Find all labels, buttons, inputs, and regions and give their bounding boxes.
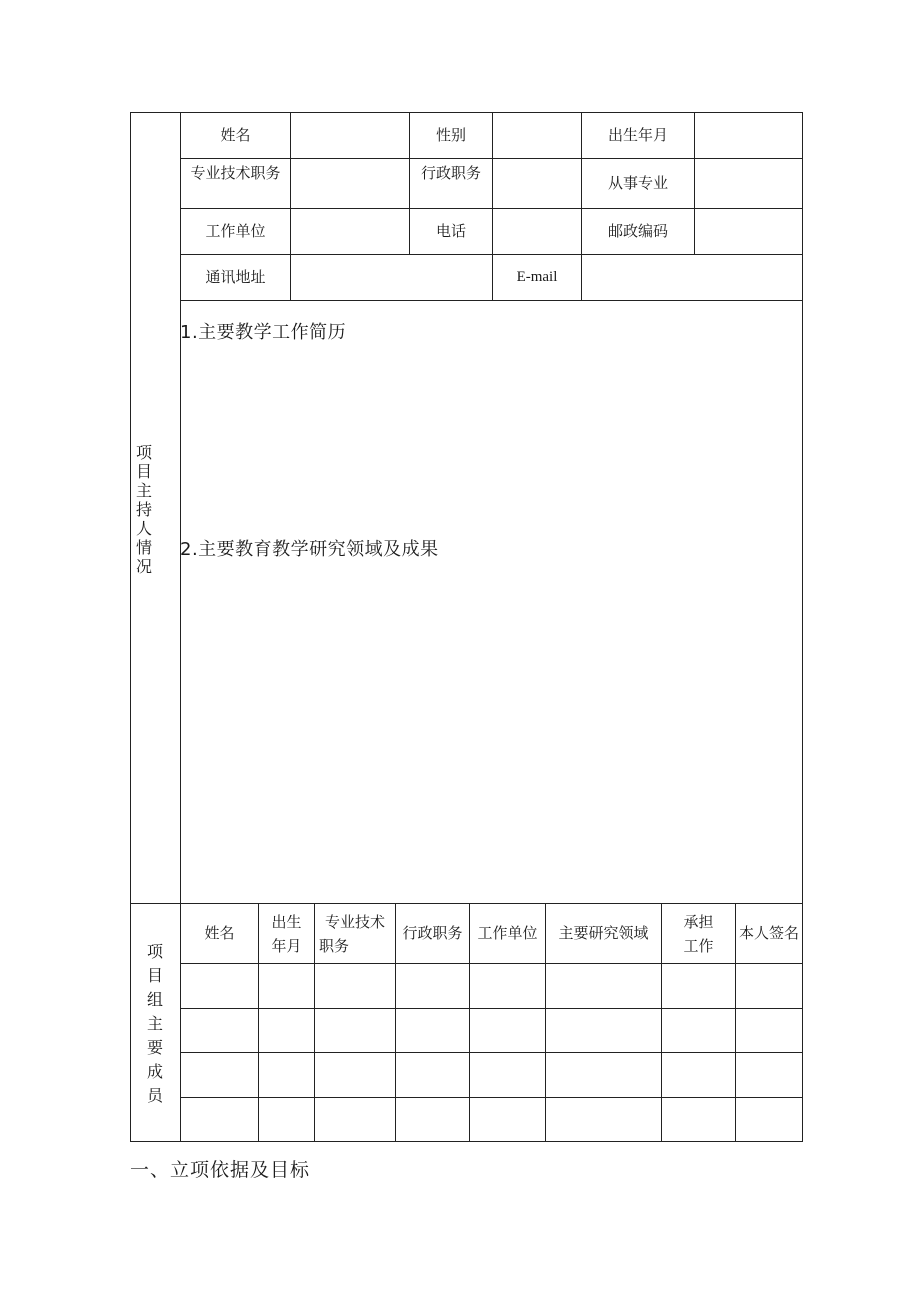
member-research-header: 主要研究领域 <box>558 924 649 943</box>
member-name-header: 姓名 <box>204 924 235 943</box>
admin-position-field[interactable] <box>493 159 581 208</box>
birth-label: 出生年月 <box>607 126 668 145</box>
table-grid-line <box>180 300 803 301</box>
gender-label: 性别 <box>435 126 466 145</box>
side-char: 情 <box>135 538 152 557</box>
member-unit-header: 工作单位 <box>477 924 538 943</box>
member-admin-header: 行政职务 <box>402 924 463 943</box>
host-side-label <box>134 443 154 576</box>
email-label: E-mail <box>516 269 558 286</box>
member-row[interactable] <box>181 1009 802 1052</box>
name-field[interactable] <box>291 113 409 158</box>
header-line: 专业技术 <box>324 912 385 931</box>
side-char: 成 <box>146 1062 163 1081</box>
member-row[interactable] <box>181 1053 802 1097</box>
major-field[interactable] <box>695 159 802 208</box>
members-side-label <box>145 940 165 1108</box>
side-char: 况 <box>135 557 152 576</box>
professional-title-label: 专业技术职务 <box>190 163 281 182</box>
work-unit-field[interactable] <box>291 209 409 254</box>
teaching-history-title: 1.主要教学工作简历 <box>180 322 347 343</box>
side-char: 要 <box>146 1038 163 1057</box>
research-achievements-title: 2.主要教育教学研究领域及成果 <box>180 539 439 560</box>
teaching-history-area[interactable] <box>181 346 802 530</box>
header-line: 工作 <box>683 936 714 955</box>
member-row[interactable] <box>181 1098 802 1141</box>
address-label: 通讯地址 <box>205 268 266 287</box>
admin-position-label: 行政职务 <box>420 163 481 182</box>
section-heading: 一、立项依据及目标 <box>130 1159 311 1181</box>
side-char: 持 <box>135 500 152 519</box>
member-row[interactable] <box>181 964 802 1008</box>
member-task-header <box>662 904 735 963</box>
research-achievements-area[interactable] <box>181 563 802 901</box>
name-label: 姓名 <box>220 126 251 145</box>
birth-field[interactable] <box>695 113 802 158</box>
gender-field[interactable] <box>493 113 581 158</box>
professional-title-field[interactable] <box>291 159 409 208</box>
member-birth-header <box>259 904 314 963</box>
member-title-header <box>315 904 395 963</box>
side-char: 项 <box>135 443 152 462</box>
side-char: 人 <box>135 519 152 538</box>
phone-label: 电话 <box>435 222 466 241</box>
side-char: 主 <box>135 481 152 500</box>
postcode-label: 邮政编码 <box>607 222 668 241</box>
header-line: 年月 <box>271 936 302 955</box>
side-char: 组 <box>146 990 163 1009</box>
side-char: 目 <box>135 462 152 481</box>
phone-field[interactable] <box>493 209 581 254</box>
address-field[interactable] <box>291 255 492 300</box>
side-char: 主 <box>146 1014 163 1033</box>
side-char: 项 <box>146 942 163 961</box>
header-line: 职务 <box>319 936 350 955</box>
member-signature-header: 本人签名 <box>738 924 799 943</box>
side-char: 员 <box>146 1086 163 1105</box>
header-line: 承担 <box>683 912 714 931</box>
side-char: 目 <box>146 966 163 985</box>
postcode-field[interactable] <box>695 209 802 254</box>
email-field[interactable] <box>582 255 802 300</box>
work-unit-label: 工作单位 <box>205 222 266 241</box>
header-line: 出生 <box>271 912 302 931</box>
major-label: 从事专业 <box>607 174 668 193</box>
